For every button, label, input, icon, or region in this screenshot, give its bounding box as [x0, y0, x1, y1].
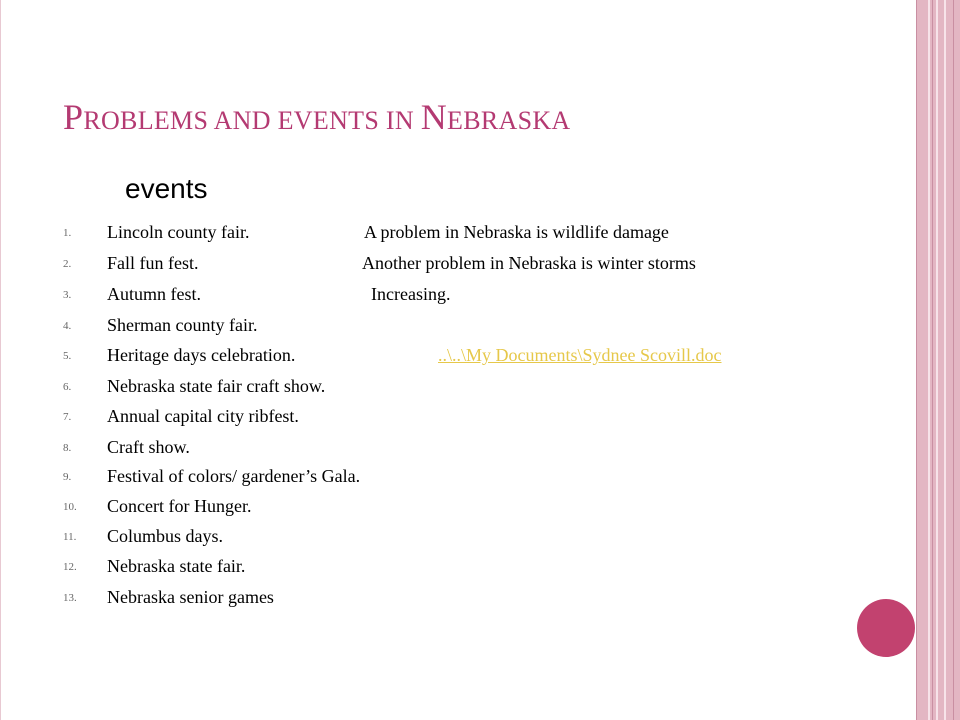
list-item: 2. Fall fun fest.: [63, 253, 199, 273]
decorative-side-band: [916, 0, 960, 720]
problem-note: A problem in Nebraska is wildlife damage: [364, 222, 669, 242]
events-heading: events: [125, 173, 208, 204]
list-item: 4. Sherman county fair.: [63, 315, 258, 335]
list-item: 6. Nebraska state fair craft show.: [63, 376, 326, 396]
list-item: 3. Autumn fest.: [63, 284, 201, 304]
list-item: 12. Nebraska state fair.: [63, 556, 246, 576]
document-link[interactable]: ..\..\My Documents\Sydnee Scovill.doc: [438, 345, 722, 365]
list-item: 8. Craft show.: [63, 437, 190, 457]
slide-title: PROBLEMS AND EVENTS IN NEBRASKA: [63, 97, 571, 137]
list-item: 7. Annual capital city ribfest.: [63, 406, 299, 426]
list-item: 11. Columbus days.: [63, 526, 224, 546]
list-item: 10. Concert for Hunger.: [63, 496, 252, 516]
list-item: 9. Festival of colors/ gardener’s Gala.: [63, 466, 361, 486]
list-item: 5. Heritage days celebration.: [63, 345, 296, 365]
list-item: 13. Nebraska senior games: [63, 587, 274, 607]
list-item: 1. Lincoln county fair.: [63, 222, 250, 242]
problem-note: Increasing.: [371, 284, 451, 304]
problem-note: Another problem in Nebraska is winter storms: [362, 253, 696, 273]
